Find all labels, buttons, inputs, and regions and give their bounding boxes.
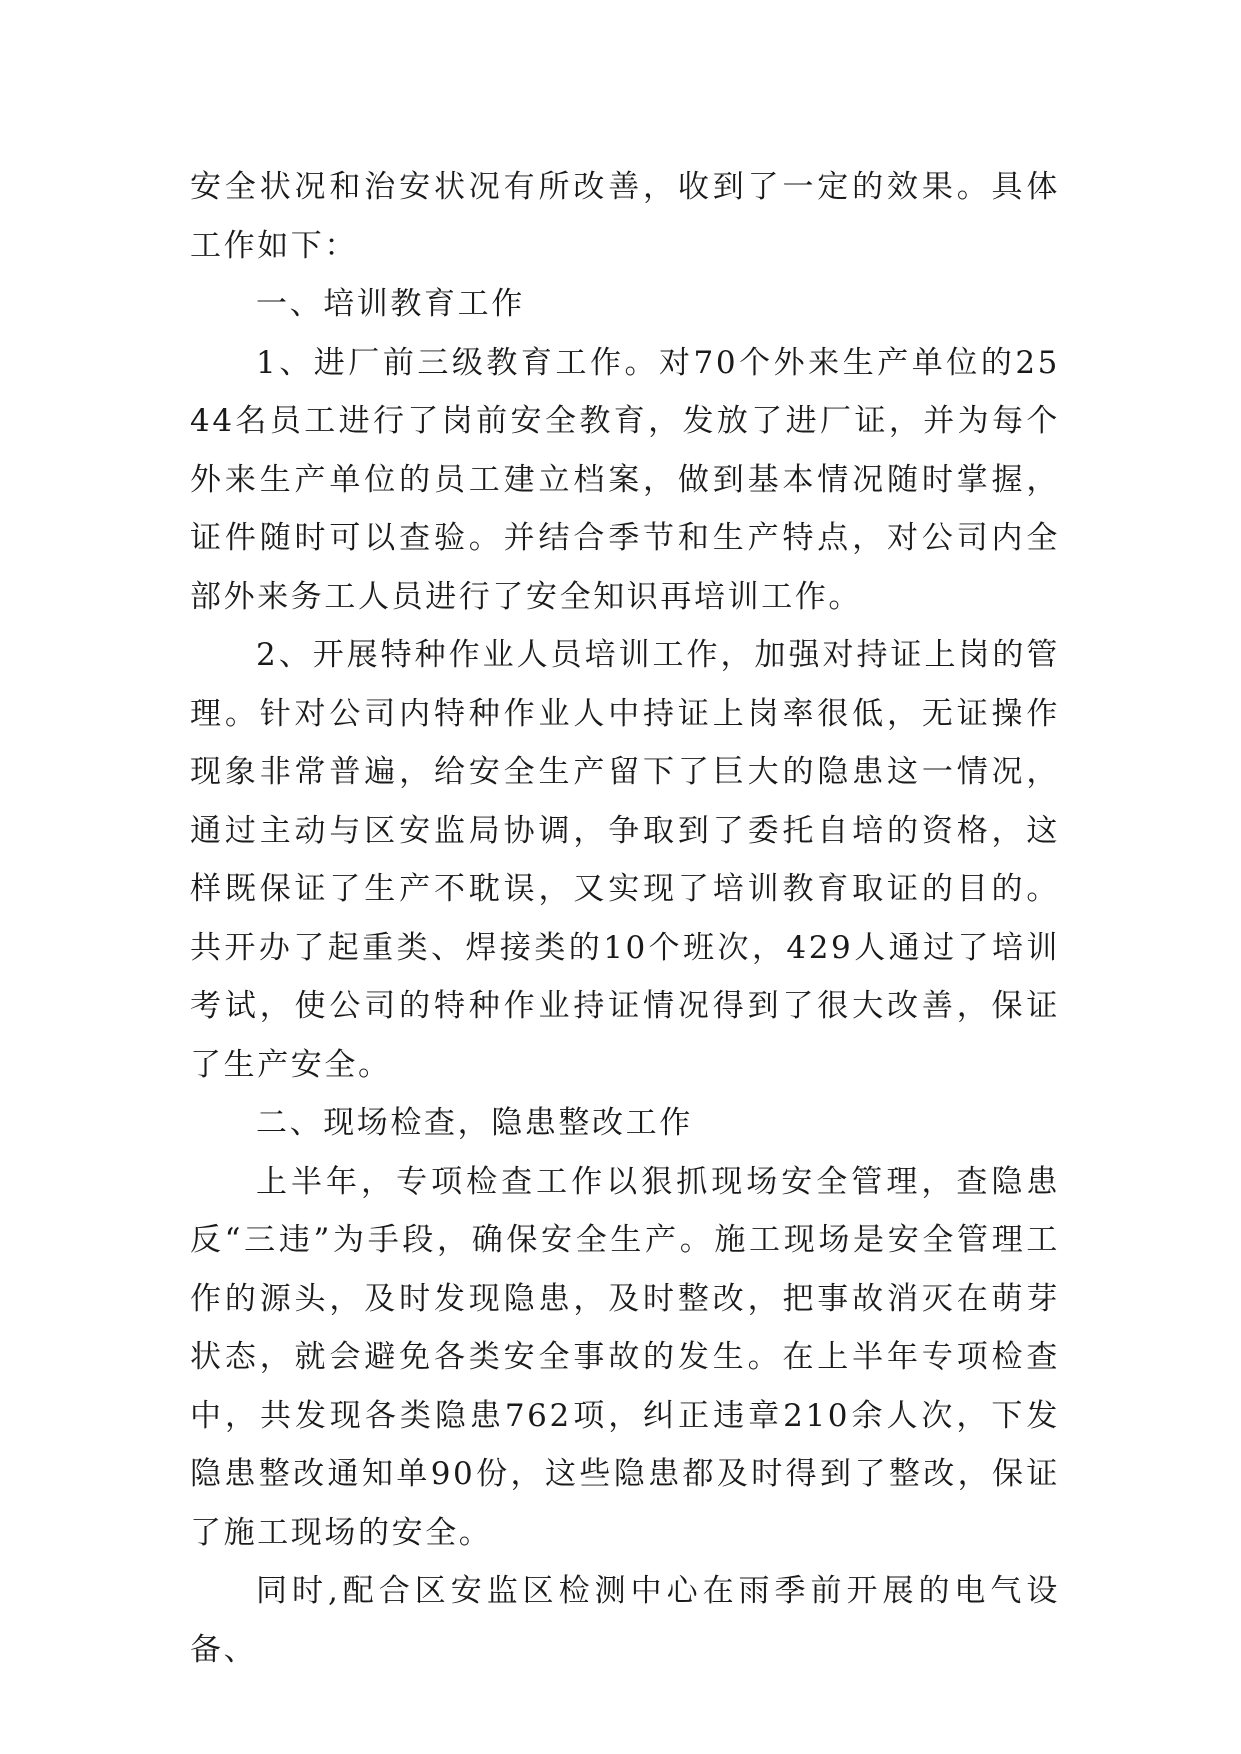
section-heading-training: 一、培训教育工作 [256,286,525,322]
paragraph-site-inspection: 上半年，专项检查工作以狠抓现场安全管理，查隐患反“三违”为手段，确保安全生产。施工现场是安全管理工作的源头，及时发现隐患，及时整改，把事故消灭在萌芽状态，就会避免各类安全事故的发生。在上半年专项检查中，共发现各类隐患762项，纠正违章210余人次，下发隐患整改通知单90份，这些隐患都及时得到了整改，保证了施工现场的安全。 [190,1163,1060,1551]
document-body [190,158,1060,1679]
intro-paragraph: 安全状况和治安状况有所改善，收到了一定的效果。具体工作如下： [190,169,1060,264]
paragraph-closing-partial: 同时,配合区安监区检测中心在雨季前开展的电气设备、 [190,1573,1060,1668]
section-heading-inspection: 二、现场检查，隐患整改工作 [256,1105,693,1141]
paragraph-special-operations-training: 2、开展特种作业人员培训工作，加强对持证上岗的管理。针对公司内特种作业人中持证上岗率很低，无证操作现象非常普遍，给安全生产留下了巨大的隐患这一情况，通过主动与区安监局协调，争取到了委托自培的资格，这样既保证了生产不耽误，又实现了培训教育取证的目的。共开办了起重类、焊接类的10个班次，429人通过了培训考试，使公司的特种作业持证情况得到了很大改善，保证了生产安全。 [190,637,1060,1083]
paragraph-three-level-education: 1、进厂前三级教育工作。对70个外来生产单位的2544名员工进行了岗前安全教育，发放了进厂证，并为每个外来生产单位的员工建立档案，做到基本情况随时掌握，证件随时可以查验。并结合季节和生产特点，对公司内全部外来务工人员进行了安全知识再培训工作。 [190,344,1060,615]
